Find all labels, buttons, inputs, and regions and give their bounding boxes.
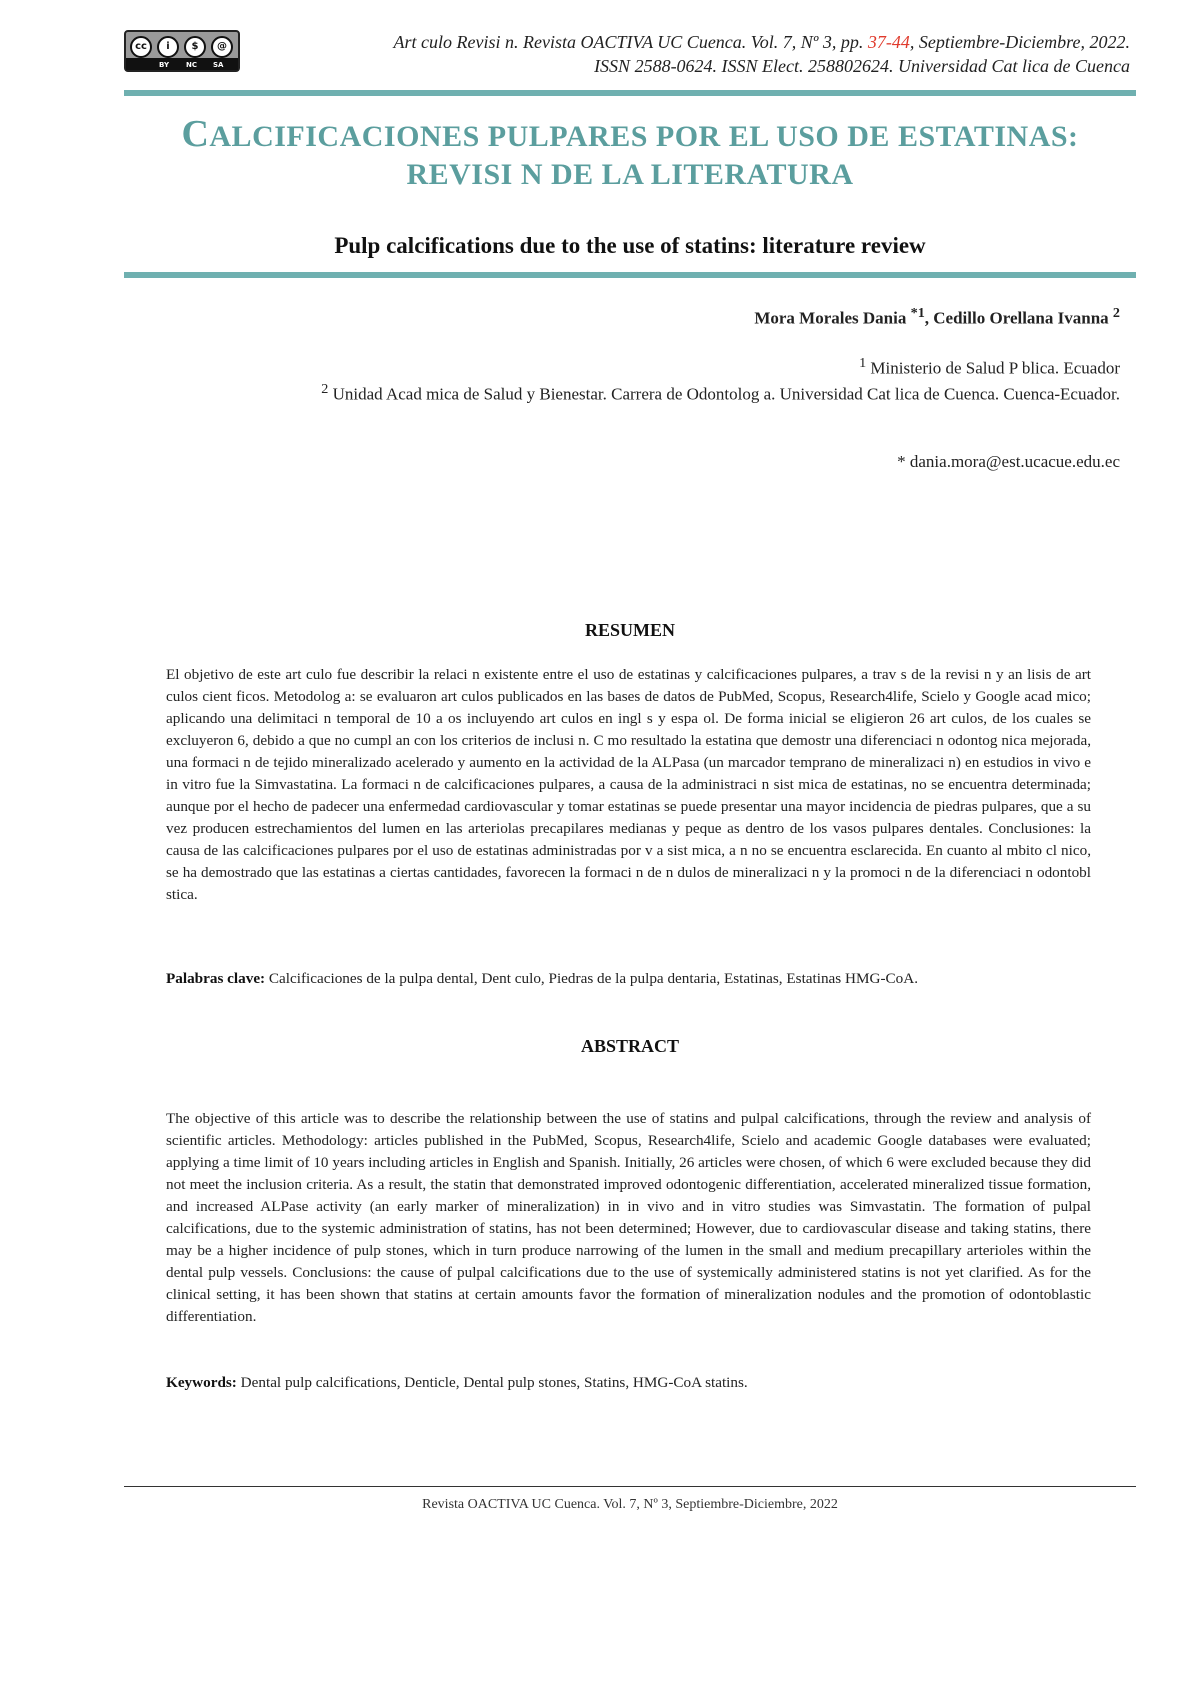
by-label: BY — [159, 61, 170, 69]
abstract-heading: ABSTRACT — [580, 1036, 680, 1056]
affiliation-1: $^1$ Ministerio de Salud P blica. Ecuador — [859, 355, 1120, 378]
sa-label: SA — [213, 61, 224, 69]
resumen-heading: RESUMEN — [584, 620, 675, 640]
english-title: Pulp calcifications due to the use of statins: literature review — [334, 233, 926, 258]
page-footer: Revista OACTIVA UC Cuenca. Vol. 7, Nº 3, Septiembre-Diciembre, 2022 — [422, 1497, 838, 1512]
palabras-clave: Palabras clave: Calcificaciones de la pulpa dental, Dent culo, Piedras de la pulpa dentaria, Estatinas, Estatinas HMG-CoA. — [166, 970, 918, 987]
affiliation-2: $^2$ Unidad Acad mica de Salud y Bienestar. Carrera de Odontolog a. Universidad Cat lica de Cuenca. Cuenca-Ecuador. — [321, 381, 1120, 404]
creative-commons-license-badge — [124, 30, 240, 72]
nc-icon: $ — [184, 36, 206, 58]
citation-line-2: ISSN 2588-0624. ISSN Elect. 258802624. Universidad Cat lica de Cuenca — [594, 56, 1130, 76]
by-icon: i — [157, 36, 179, 58]
journal-citation-header — [250, 30, 1130, 78]
sa-icon: @ — [211, 36, 233, 58]
article-title: CALCIFICACIONES PULPARES POR EL USO DE ESTATINAS: REVISI N DE LA LITERATURA — [181, 113, 1079, 191]
resumen-body: El objetivo de este art culo fue describir la relaci n existente entre el uso de estatinas y calcificaciones pulpares, a trav s de la revisi n y an lisis de art culos cient ficos. Metodolog a: se evaluaron art culos publicados en las bases de datos de PubMed, Scopus, Research4life, Scielo y Google acad mico; aplicando una delimitaci n temporal de 10 a os incluyendo art culos en ingl s y espa ol. De forma inicial se eligieron 26 art culos, de los cuales se excluyeron 6, debido a que no cumpl an con los criterios de inclusi n. C mo resultado la estatina que demostr una diferenciaci n odontog nica mejorada, una formaci n de tejido mineralizado acelerado y aumento en la actividad de la ALPasa (un marcador temprano de mineralizaci n) en estudios in vivo e in vitro fue la Simvastatina. La formaci n de calcificaciones pulpares, a causa de la administraci n sist mica de estatinas, no se encuentra determinada; aunque por el hecho de padecer una enfermedad cardiovascular y tomar estatinas se puede presentar una mayor incidencia de piedras pulpares, que a su vez producen estrechamientos del lumen en las arteriolas precapilares medianas y peque as dentro de los vasos pulpares dentales. Conclusiones: la causa de las calcificaciones pulpares por el uso de estatinas administradas por v a sist mica, a n no se encuentra esclarecida. En cuanto al mbito cl nico, se ha demostrado que las estatinas a ciertas cantidades, favorecen la formaci n de n dulos de mineralizaci n y la promoci n de la diferenciaci n odontobl stica. — [166, 666, 1091, 903]
keywords: Keywords: Dental pulp calcifications, Denticle, Dental pulp stones, Statins, HMG-CoA statins. — [166, 1374, 748, 1391]
page-range: 37-44 — [867, 32, 910, 52]
cc-icon: cc — [130, 36, 152, 58]
citation-line-1: Art culo Revisi n. Revista OACTIVA UC Cuenca. Vol. 7, Nº 3, pp. 37-44, Septiembre-Diciembre, 2022. — [393, 32, 1130, 52]
corresponding-email: * dania.mora@est.ucacue.edu.ec — [897, 452, 1120, 471]
nc-label: NC — [186, 61, 197, 69]
title-divider — [124, 272, 1136, 278]
abstract-body: The objective of this article was to describe the relationship between the use of statins and pulpal calcifications, through the review and analysis of scientific articles. Methodology: articles published in the PubMed, Scopus, Research4life, Scielo and academic Google databases were evaluated; applying a time limit of 10 years including articles in English and Spanish. Initially, 26 articles were chosen, of which 6 were excluded because they did not meet the inclusion criteria. As a result, the statin that demonstrated improved odontogenic differentiation, accelerated mineralized tissue formation, and increased ALPase activity (an early marker of mineralization) in in vivo and in vitro studies was Simvastatin. The formation of pulpal calcifications, due to the systemic administration of statins, has not been determined; However, due to cardiovascular disease and taking statins, there may be a higher incidence of pulp stones, which in turn produce narrowing of the lumen in the small and medium precapillary arterioles within the dental pulp vessels. Conclusions: the cause of pulpal calcifications due to the use of systemically administered statins is not yet clarified. As for the clinical setting, it has been shown that statins at certain amounts favor the formation of mineralization nodules and the promotion of odontoblastic differentiation. — [166, 1110, 1091, 1325]
author-list: Mora Morales Dania $^{*1}$, Cedillo Orellana Ivanna $^2$ — [754, 305, 1120, 328]
footer-divider — [124, 1486, 1136, 1487]
header-divider — [124, 90, 1136, 96]
